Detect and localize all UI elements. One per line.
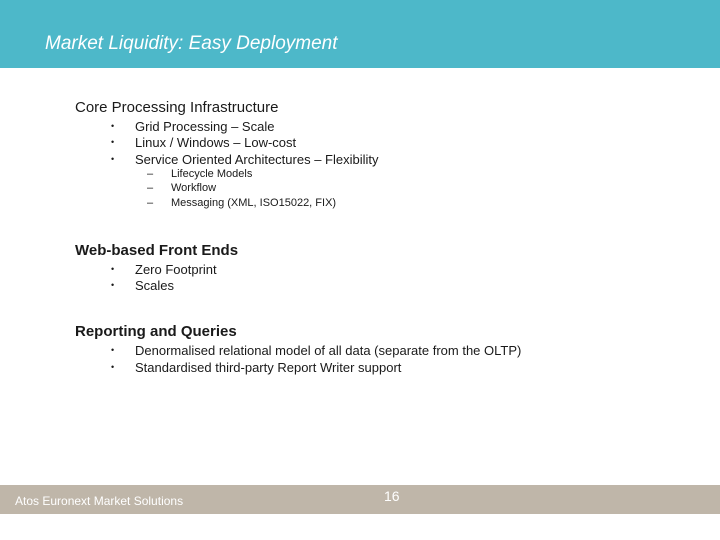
bullet-text: Denormalised relational model of all data (separate from the OLTP) [135,343,522,358]
dash-marker: – [147,197,154,209]
sub-list-item [0,167,720,182]
bullet-text: Scales [135,278,175,293]
bullet-marker: • [111,362,115,372]
list-item [0,277,720,294]
footer-bar [0,485,720,514]
section-title-core-processing: Core Processing Infrastructure [75,99,279,116]
bullet-text: Grid Processing – Scale [135,119,275,134]
bullet-text: Service Oriented Architectures – Flexibility [135,152,379,167]
slide-title: Market Liquidity: Easy Deployment [45,33,338,54]
sub-bullet-text: Messaging (XML, ISO15022, FIX) [171,197,337,209]
bullet-text: Standardised third-party Report Writer support [135,360,402,375]
list-item [0,134,720,151]
bullet-text: Linux / Windows – Low-cost [135,135,297,150]
list-item [0,151,720,168]
page-number: 16 [384,488,400,504]
sub-list-item [0,181,720,196]
bullet-marker: • [111,280,115,290]
sub-list-item [0,196,720,211]
bullet-marker: • [111,345,115,355]
list-item [0,118,720,135]
bullet-marker: • [111,264,115,274]
bullet-marker: • [111,137,115,147]
list-item [0,261,720,278]
dash-marker: – [147,168,154,180]
header-bar [0,0,720,68]
bullet-marker: • [111,121,115,131]
footer-company: Atos Euronext Market Solutions [15,494,184,508]
bullet-marker: • [111,154,115,164]
section-title-reporting-queries: Reporting and Queries [75,323,237,340]
sub-bullet-text: Lifecycle Models [171,168,253,180]
dash-marker: – [147,182,154,194]
section-title-web-front-ends: Web-based Front Ends [75,242,239,259]
list-item [0,342,720,359]
bullet-text: Zero Footprint [135,262,217,277]
list-item [0,359,720,376]
sub-bullet-text: Workflow [171,182,217,194]
